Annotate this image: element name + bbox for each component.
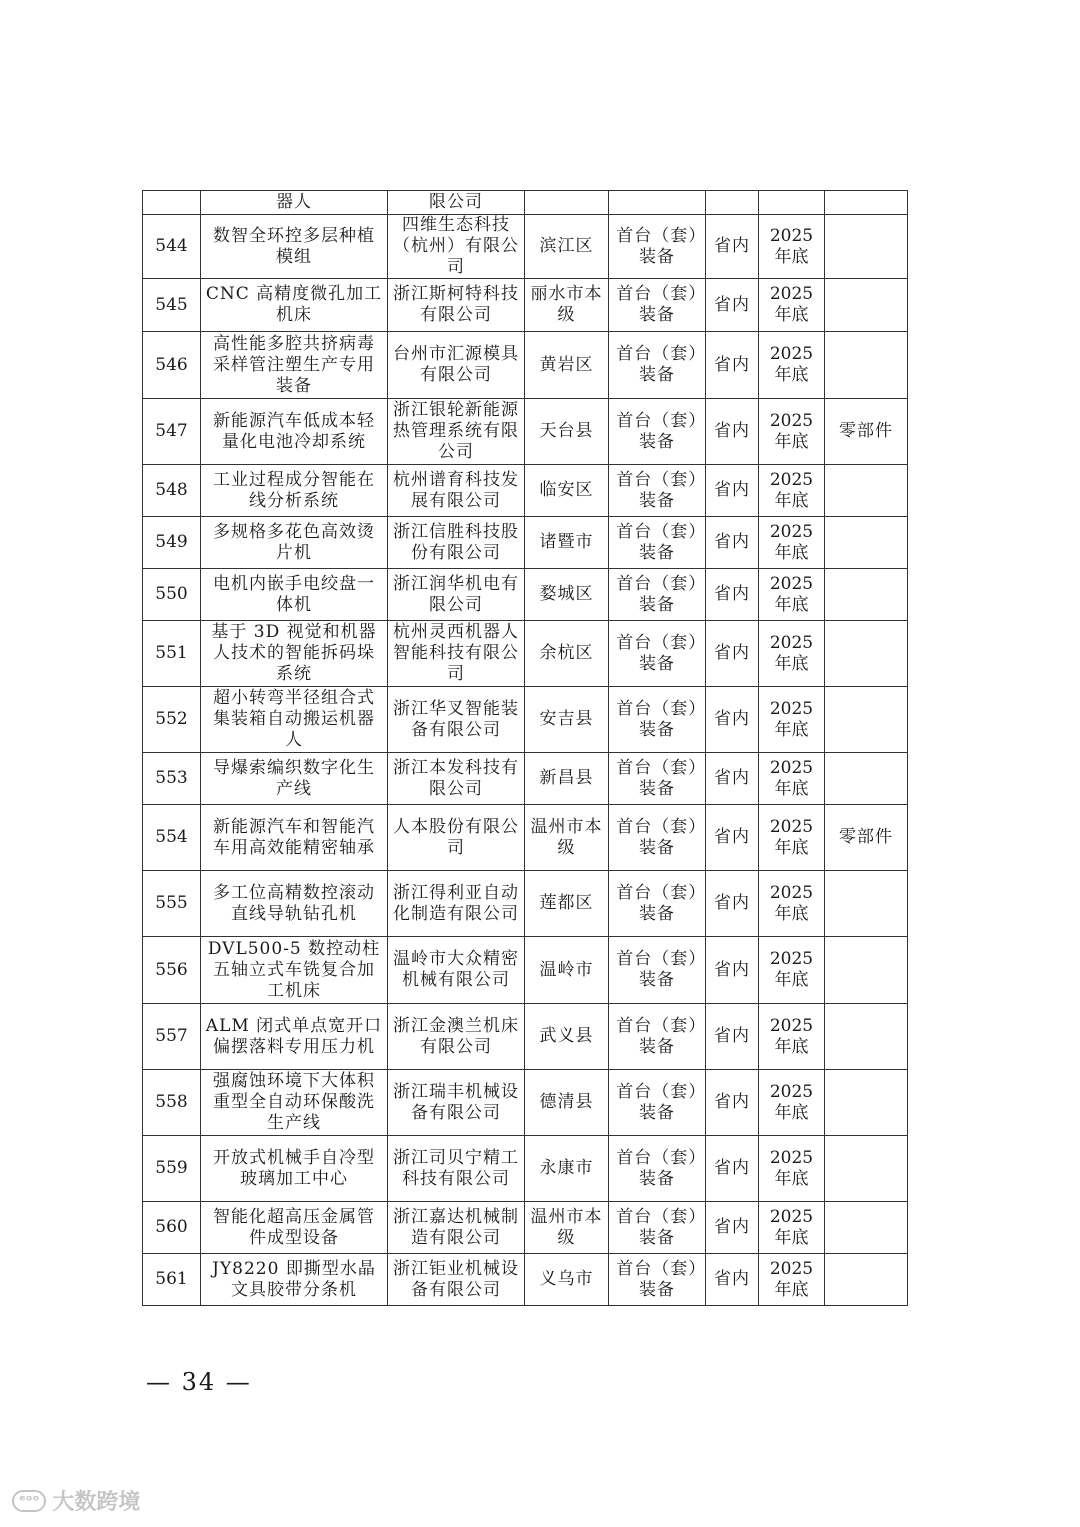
cell-scope — [706, 191, 759, 215]
cell-region: 永康市 — [525, 1136, 609, 1202]
cell-company: 四维生态科技（杭州）有限公司 — [388, 215, 525, 279]
cell-type: 首台（套）装备 — [609, 1202, 706, 1254]
cell-scope: 省内 — [706, 1254, 759, 1306]
cell-note: 零部件 — [825, 399, 908, 465]
cell-note — [825, 753, 908, 805]
cell-no: 560 — [143, 1202, 201, 1254]
cell-region: 诸暨市 — [525, 517, 609, 569]
cell-note — [825, 191, 908, 215]
cell-name: 导爆索编织数字化生产线 — [201, 753, 388, 805]
cell-scope: 省内 — [706, 517, 759, 569]
cell-region — [525, 191, 609, 215]
cell-no: 552 — [143, 687, 201, 753]
cell-scope: 省内 — [706, 937, 759, 1004]
cell-deadline: 2025年底 — [759, 871, 825, 937]
cell-deadline: 2025年底 — [759, 805, 825, 871]
cell-type: 首台（套）装备 — [609, 871, 706, 937]
table-row — [143, 687, 908, 753]
cell-company: 人本股份有限公司 — [388, 805, 525, 871]
table-row — [143, 1004, 908, 1070]
cell-type: 首台（套）装备 — [609, 937, 706, 1004]
cell-scope: 省内 — [706, 1136, 759, 1202]
cell-region: 温岭市 — [525, 937, 609, 1004]
cell-no: 558 — [143, 1070, 201, 1136]
cell-scope: 省内 — [706, 215, 759, 279]
cell-deadline: 2025年底 — [759, 332, 825, 399]
cell-type: 首台（套）装备 — [609, 687, 706, 753]
cell-region: 莲都区 — [525, 871, 609, 937]
cell-type: 首台（套）装备 — [609, 753, 706, 805]
registry-table-body — [143, 191, 908, 1306]
cell-no: 555 — [143, 871, 201, 937]
cell-deadline: 2025年底 — [759, 215, 825, 279]
cell-region: 武义县 — [525, 1004, 609, 1070]
cell-scope: 省内 — [706, 871, 759, 937]
cell-no: 550 — [143, 569, 201, 621]
cell-type: 首台（套）装备 — [609, 1070, 706, 1136]
cell-type: 首台（套）装备 — [609, 1254, 706, 1306]
table-row — [143, 937, 908, 1004]
watermark-logo-icon: ᵉᵒᵒ — [12, 1490, 46, 1512]
watermark-text: 大数跨境 — [52, 1490, 141, 1515]
cell-name: 新能源汽车和智能汽车用高效能精密轴承 — [201, 805, 388, 871]
cell-region: 德清县 — [525, 1070, 609, 1136]
cell-name: 新能源汽车低成本轻量化电池冷却系统 — [201, 399, 388, 465]
cell-note — [825, 465, 908, 517]
cell-company: 浙江华叉智能装备有限公司 — [388, 687, 525, 753]
cell-region: 温州市本级 — [525, 1202, 609, 1254]
table-row — [143, 1254, 908, 1306]
cell-company: 浙江司贝宁精工科技有限公司 — [388, 1136, 525, 1202]
cell-name: CNC 高精度微孔加工机床 — [201, 279, 388, 332]
watermark — [12, 1485, 140, 1516]
cell-deadline: 2025年底 — [759, 687, 825, 753]
cell-note — [825, 569, 908, 621]
cell-no: 544 — [143, 215, 201, 279]
table-row — [143, 753, 908, 805]
cell-region: 滨江区 — [525, 215, 609, 279]
table-row — [143, 1136, 908, 1202]
cell-no: 551 — [143, 621, 201, 687]
cell-scope: 省内 — [706, 753, 759, 805]
cell-name: ALM 闭式单点宽开口偏摆落料专用压力机 — [201, 1004, 388, 1070]
cell-no: 556 — [143, 937, 201, 1004]
table-row — [143, 569, 908, 621]
cell-company: 台州市汇源模具有限公司 — [388, 332, 525, 399]
cell-region: 黄岩区 — [525, 332, 609, 399]
cell-company: 浙江嘉达机械制造有限公司 — [388, 1202, 525, 1254]
cell-company: 浙江银轮新能源热管理系统有限公司 — [388, 399, 525, 465]
cell-no: 561 — [143, 1254, 201, 1306]
cell-company: 温岭市大众精密机械有限公司 — [388, 937, 525, 1004]
cell-type: 首台（套）装备 — [609, 1136, 706, 1202]
cell-scope: 省内 — [706, 687, 759, 753]
cell-company: 浙江得利亚自动化制造有限公司 — [388, 871, 525, 937]
cell-no: 553 — [143, 753, 201, 805]
cell-note — [825, 1136, 908, 1202]
cell-company: 浙江瑞丰机械设备有限公司 — [388, 1070, 525, 1136]
cell-type: 首台（套）装备 — [609, 621, 706, 687]
cell-deadline: 2025年底 — [759, 1004, 825, 1070]
cell-no: 554 — [143, 805, 201, 871]
cell-note — [825, 937, 908, 1004]
cell-company: 限公司 — [388, 191, 525, 215]
cell-name: DVL500-5 数控动柱五轴立式车铣复合加工机床 — [201, 937, 388, 1004]
cell-type: 首台（套）装备 — [609, 569, 706, 621]
cell-deadline: 2025年底 — [759, 1136, 825, 1202]
cell-type: 首台（套）装备 — [609, 215, 706, 279]
cell-deadline: 2025年底 — [759, 517, 825, 569]
cell-name: 电机内嵌手电绞盘一体机 — [201, 569, 388, 621]
table-row — [143, 332, 908, 399]
cell-region: 天台县 — [525, 399, 609, 465]
cell-note — [825, 1254, 908, 1306]
cell-scope: 省内 — [706, 399, 759, 465]
cell-no: 557 — [143, 1004, 201, 1070]
cell-no: 547 — [143, 399, 201, 465]
cell-note — [825, 1202, 908, 1254]
cell-region: 丽水市本级 — [525, 279, 609, 332]
cell-name: 数智全环控多层种植模组 — [201, 215, 388, 279]
cell-no: 548 — [143, 465, 201, 517]
cell-scope: 省内 — [706, 1070, 759, 1136]
cell-type: 首台（套）装备 — [609, 1004, 706, 1070]
cell-type: 首台（套）装备 — [609, 332, 706, 399]
cell-scope: 省内 — [706, 1004, 759, 1070]
cell-scope: 省内 — [706, 569, 759, 621]
cell-note — [825, 621, 908, 687]
cell-type: 首台（套）装备 — [609, 517, 706, 569]
cell-no: 546 — [143, 332, 201, 399]
cell-region: 义乌市 — [525, 1254, 609, 1306]
cell-scope: 省内 — [706, 332, 759, 399]
cell-type — [609, 191, 706, 215]
table-row — [143, 621, 908, 687]
cell-region: 安吉县 — [525, 687, 609, 753]
cell-name: 超小转弯半径组合式集装箱自动搬运机器人 — [201, 687, 388, 753]
cell-deadline: 2025年底 — [759, 569, 825, 621]
cell-deadline: 2025年底 — [759, 937, 825, 1004]
continuation-row — [143, 191, 908, 215]
cell-deadline: 2025年底 — [759, 1202, 825, 1254]
cell-note — [825, 517, 908, 569]
cell-deadline: 2025年底 — [759, 1070, 825, 1136]
cell-name: 智能化超高压金属管件成型设备 — [201, 1202, 388, 1254]
cell-name: 器人 — [201, 191, 388, 215]
cell-name: 开放式机械手自冷型玻璃加工中心 — [201, 1136, 388, 1202]
cell-no: 549 — [143, 517, 201, 569]
cell-region: 温州市本级 — [525, 805, 609, 871]
cell-deadline — [759, 191, 825, 215]
cell-note — [825, 215, 908, 279]
cell-note — [825, 687, 908, 753]
cell-region: 临安区 — [525, 465, 609, 517]
page-number: — 34 — — [146, 1368, 252, 1396]
cell-no: 545 — [143, 279, 201, 332]
cell-deadline: 2025年底 — [759, 279, 825, 332]
registry-table — [142, 190, 908, 1306]
table-row — [143, 215, 908, 279]
cell-note — [825, 1070, 908, 1136]
cell-type: 首台（套）装备 — [609, 465, 706, 517]
cell-company: 杭州谱育科技发展有限公司 — [388, 465, 525, 517]
cell-name: 高性能多腔共挤病毒采样管注塑生产专用装备 — [201, 332, 388, 399]
cell-note — [825, 279, 908, 332]
cell-name: 多规格多花色高效烫片机 — [201, 517, 388, 569]
cell-scope: 省内 — [706, 621, 759, 687]
cell-name: 基于 3D 视觉和机器人技术的智能拆码垛系统 — [201, 621, 388, 687]
table-row — [143, 517, 908, 569]
cell-company: 浙江钜业机械设备有限公司 — [388, 1254, 525, 1306]
cell-note: 零部件 — [825, 805, 908, 871]
cell-note — [825, 332, 908, 399]
table-row — [143, 871, 908, 937]
cell-name: 工业过程成分智能在线分析系统 — [201, 465, 388, 517]
cell-region: 余杭区 — [525, 621, 609, 687]
cell-note — [825, 871, 908, 937]
cell-note — [825, 1004, 908, 1070]
table-row — [143, 465, 908, 517]
table-row — [143, 805, 908, 871]
cell-scope: 省内 — [706, 465, 759, 517]
cell-scope: 省内 — [706, 805, 759, 871]
cell-type: 首台（套）装备 — [609, 279, 706, 332]
cell-company: 杭州灵西机器人智能科技有限公司 — [388, 621, 525, 687]
table-row — [143, 279, 908, 332]
cell-type: 首台（套）装备 — [609, 805, 706, 871]
cell-company: 浙江信胜科技股份有限公司 — [388, 517, 525, 569]
cell-scope: 省内 — [706, 279, 759, 332]
cell-name: 多工位高精数控滚动直线导轨钻孔机 — [201, 871, 388, 937]
table-row — [143, 1202, 908, 1254]
cell-type: 首台（套）装备 — [609, 399, 706, 465]
cell-company: 浙江润华机电有限公司 — [388, 569, 525, 621]
cell-name: JY8220 即撕型水晶文具胶带分条机 — [201, 1254, 388, 1306]
table-row — [143, 399, 908, 465]
cell-no — [143, 191, 201, 215]
cell-deadline: 2025年底 — [759, 1254, 825, 1306]
cell-deadline: 2025年底 — [759, 465, 825, 517]
cell-scope: 省内 — [706, 1202, 759, 1254]
cell-region: 婺城区 — [525, 569, 609, 621]
cell-company: 浙江斯柯特科技有限公司 — [388, 279, 525, 332]
cell-deadline: 2025年底 — [759, 399, 825, 465]
cell-name: 强腐蚀环境下大体积重型全自动环保酸洗生产线 — [201, 1070, 388, 1136]
cell-no: 559 — [143, 1136, 201, 1202]
table-row — [143, 1070, 908, 1136]
cell-company: 浙江本发科技有限公司 — [388, 753, 525, 805]
cell-deadline: 2025年底 — [759, 621, 825, 687]
cell-deadline: 2025年底 — [759, 753, 825, 805]
cell-company: 浙江金澳兰机床有限公司 — [388, 1004, 525, 1070]
cell-region: 新昌县 — [525, 753, 609, 805]
